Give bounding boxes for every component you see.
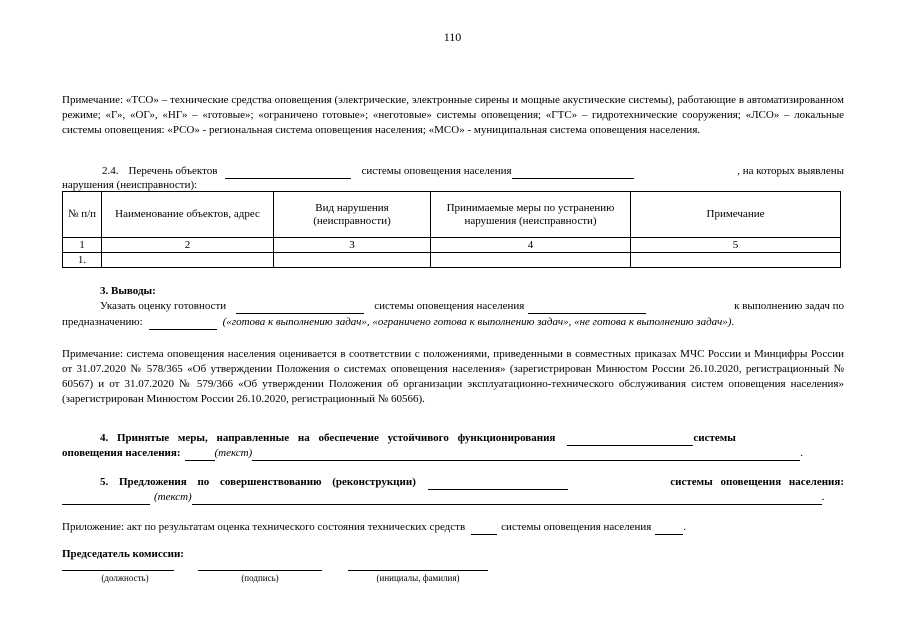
table-cell[interactable] [102,253,274,268]
readiness-blank[interactable] [236,302,364,314]
purpose-blank[interactable] [149,318,217,330]
reconstruction-system-blank[interactable] [428,478,568,490]
section-3-line [62,299,844,314]
section-4-title: 4. Принятые меры, направленные на обеспечение устойчивого функционирования [100,432,556,444]
table-cell[interactable] [631,253,841,268]
period: . [800,447,803,459]
text-placeholder: (текст) [214,447,253,459]
section-4-line-2 [62,446,844,461]
section-5-line-2 [62,490,844,505]
name-line[interactable] [348,570,488,571]
stable-system-blank[interactable] [567,434,693,446]
chairman-title: Председатель комиссии: [62,548,184,560]
readiness-options: («готова к выполнению задач», «ограничено готова к выполнению задач», «не готова к выполнению задач») [222,316,732,328]
system-blank-2[interactable] [528,302,646,314]
violations-table [62,191,841,268]
index-cell: 1 [63,238,102,253]
table-row [63,253,841,268]
name-label: (инициалы, фамилия) [376,573,460,583]
section-3-text-b: системы оповещения населения [374,300,525,312]
section-2-4-text-b: системы оповещения населения [361,165,512,177]
table-cell[interactable] [274,253,431,268]
proposals-blank-a[interactable] [62,493,150,505]
section-5-line [62,475,844,490]
table-index-row [63,238,841,253]
table-cell[interactable]: 1. [63,253,102,268]
col-note-header: Примечание [631,192,841,238]
section-5-text-b: системы оповещения населения: [670,476,844,488]
table-cell[interactable] [431,253,631,268]
section-2-4-text-c: , на которых выявлены [737,165,844,177]
index-cell: 5 [631,238,841,253]
page-number: 110 [443,30,462,44]
appendix-text-a: Приложение: акт по результатам оценка технического состояния технических средств [62,521,466,533]
section-3-title: 3. Выводы: [100,285,156,297]
section-2-4-number: 2.4. [102,165,119,177]
section-2-4-line [62,164,844,179]
period: . [731,316,735,328]
section-3-text-c: к выполнению задач по [734,300,844,312]
position-label: (должность) [101,573,149,583]
measures-text-blank-a[interactable] [185,449,215,461]
index-cell: 3 [274,238,431,253]
proposals-text-blank[interactable] [192,493,822,505]
section-3-line-2 [62,315,844,330]
position-line[interactable] [62,570,174,571]
signature-line[interactable] [198,570,322,571]
col-object-header: Наименование объектов, адрес [102,192,274,238]
section-2-4-text-a: Перечень объектов [128,165,218,177]
note-tso: Примечание: «ТСО» – технические средства оповещения (электрические, электронные сирены и мощные акустические системы), работающие в автоматизированном режиме; «Г», «ОГ», «НГ» – «готовые»; «ограничено готовые»; «неготовые» системы оповещения; «ГТС» – гидротехнические сооружения; «ЛСО» – локальные системы оповещения: «РСО» - региональная система оповещения населения; «МСО» - муниципальная система оповещения населения. [62,94,844,136]
measures-text-blank[interactable] [252,449,800,461]
appendix-text-b: системы оповещения населения [501,521,652,533]
col-violation-header: Вид нарушения (неисправности) [274,192,431,238]
section-5-title: 5. Предложения по совершенствованию (реконструкции) [100,476,416,488]
section-4-text-b: системы [693,432,736,444]
section-3-text-d: предназначению: [62,316,143,328]
appendix-blank-b[interactable] [655,523,683,535]
section-2-4-text-d: нарушения (неисправности): [62,179,198,191]
index-cell: 2 [102,238,274,253]
period: . [821,491,825,503]
text-placeholder: (текст) [154,491,192,503]
section-3-text-a: Указать оценку готовности [100,300,227,312]
table-header-row [63,192,841,238]
signature-label: (подпись) [241,573,279,583]
section-4-text-c: оповещения населения: [62,447,181,459]
note-legislation: Примечание: система оповещения населения оценивается в соответствии с положениями, приведенными в совместных приказах МЧС России и Минцифры России от 31.07.2020 № 578/365 «Об утверждении Положения о системах оповещения населения» (зарегистрирован Минюстом России 26.10.2020, регистрационный № 60567) и от 31.07.2020 № 579/366 «Об утверждении Положения об организации эксплуатационно-технического обслуживания систем оповещения населения» (зарегистрирован Минюстом России 26.10.2020, регистрационный № 60566). [62,348,844,405]
appendix-line [62,520,844,535]
index-cell: 4 [431,238,631,253]
section-4-line [62,431,844,446]
col-num-header: № п/п [63,192,102,238]
col-measures-header: Принимаемые меры по устранению нарушения (неисправности) [431,192,631,238]
period: . [683,521,687,533]
appendix-blank-a[interactable] [471,523,497,535]
